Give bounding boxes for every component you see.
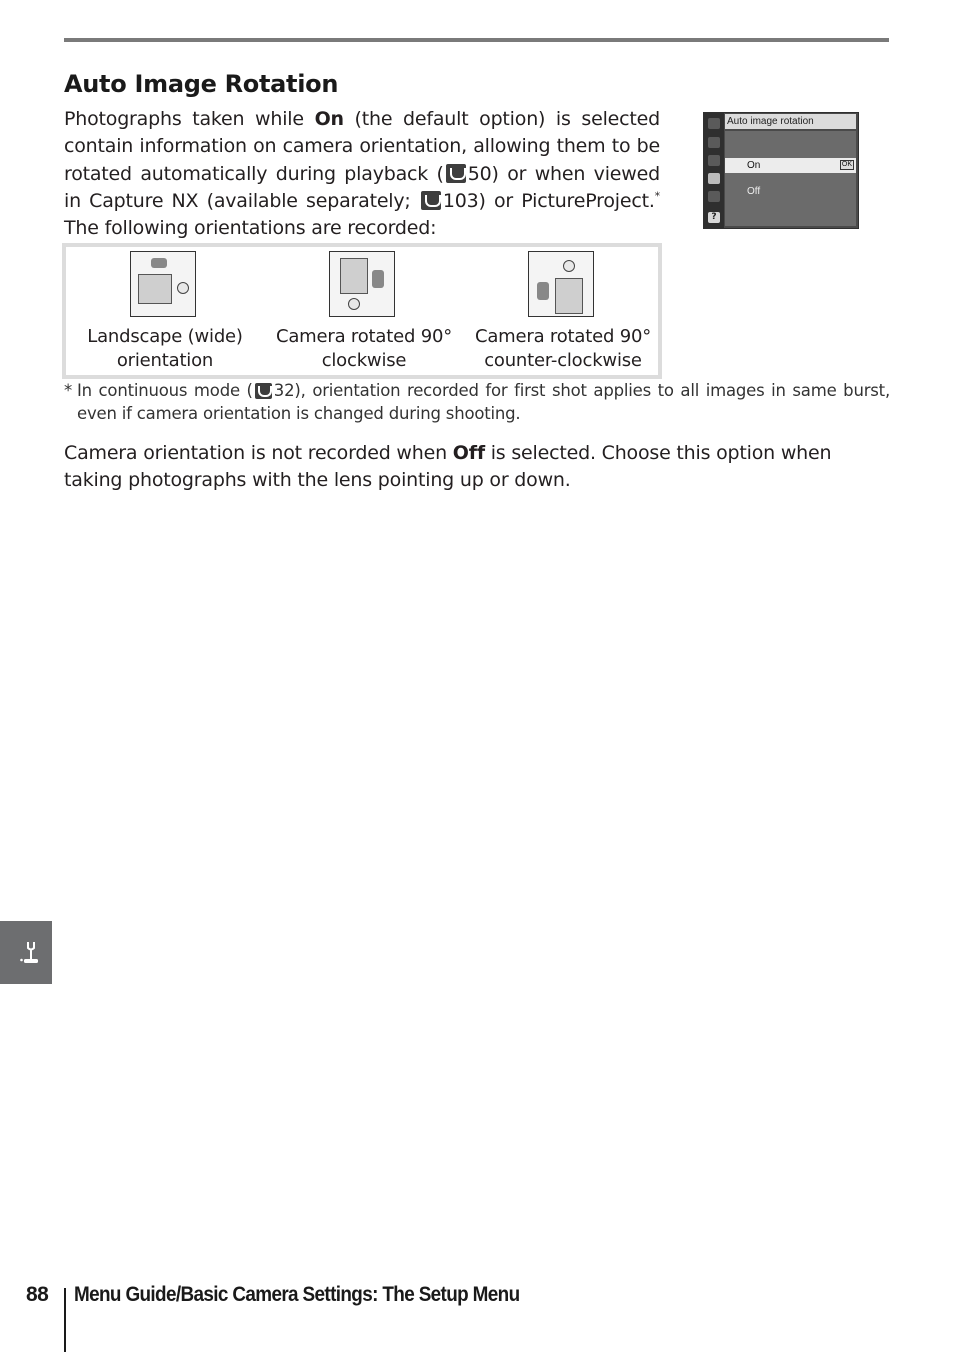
lcd-option-on	[725, 158, 856, 173]
ok-badge: OK	[841, 161, 852, 168]
footer-rule	[64, 1288, 66, 1352]
page-reference-icon	[421, 191, 441, 210]
footnote-text	[64, 379, 890, 425]
lcd-option-off: Off	[747, 186, 761, 197]
outro-text-2: is selected. Choose this option when taking photographs with the lens pointing up or down.	[64, 442, 832, 492]
setup-menu-icon	[708, 173, 720, 184]
footnote-text-2: ), orientation recorded for first shot applies to all images in same burst, even if camera orientation is changed during shooting.	[77, 381, 890, 423]
camera-lcd-screenshot	[703, 112, 859, 229]
footnote-mark: *	[64, 381, 73, 400]
footnote-marker: *	[654, 189, 660, 203]
intro-bold-on: On	[314, 108, 344, 130]
orientation-table	[62, 243, 662, 379]
setup-menu-side-tab	[0, 921, 52, 984]
intro-text-4: ) or PictureProject.	[478, 189, 655, 212]
shooting-menu-icon	[708, 137, 720, 148]
top-rule	[64, 38, 889, 42]
footnote-text-1: In continuous mode (	[77, 381, 253, 400]
orientation-label: Camera rotated 90° counter-clockwise	[474, 326, 652, 371]
intro-paragraph	[64, 106, 660, 242]
lcd-option-on-label: On	[747, 160, 761, 171]
camera-back-landscape-image	[130, 251, 196, 317]
lcd-title: Auto image rotation	[725, 114, 856, 129]
footnote-page-reference[interactable]: 32	[273, 381, 295, 400]
page-number: 88	[26, 1283, 49, 1306]
retouch-menu-icon	[708, 191, 720, 202]
orientation-label: Camera rotated 90° clockwise	[275, 326, 453, 371]
section-heading: Auto Image Rotation	[64, 70, 339, 98]
camera-back-counter-clockwise-image	[528, 251, 594, 317]
page-reference-icon	[446, 164, 466, 183]
wrench-icon	[20, 940, 42, 966]
closing-paragraph	[64, 440, 890, 495]
playback-menu-icon	[708, 118, 720, 129]
lcd-options-panel	[725, 131, 856, 226]
intro-text-2: (the default option) is selected contain information on camera orientation, allowing them to be rotated automatically during playback (	[64, 108, 660, 185]
footnote	[64, 379, 890, 425]
help-icon: ?	[708, 212, 720, 223]
lcd-menu-tabs	[704, 113, 724, 228]
custom-settings-icon	[708, 155, 720, 166]
outro-text-1: Camera orientation is not recorded when	[64, 442, 453, 464]
orientation-label: Landscape (wide) orientation	[87, 326, 243, 371]
page-reference-1[interactable]: 50	[467, 162, 492, 185]
camera-back-clockwise-image	[329, 251, 395, 317]
outro-bold-off: Off	[452, 442, 485, 464]
footer-chapter-title: Menu Guide/Basic Camera Settings: The Setup Menu	[74, 1283, 520, 1306]
intro-text-5: The following orientations are recorded:	[64, 217, 437, 240]
intro-text-1: Photographs taken while	[64, 108, 315, 130]
page-reference-2[interactable]: 103	[442, 189, 479, 212]
page-reference-icon	[255, 383, 272, 399]
intro-text-3: ) or when viewed in Capture NX (available separately;	[64, 162, 660, 212]
